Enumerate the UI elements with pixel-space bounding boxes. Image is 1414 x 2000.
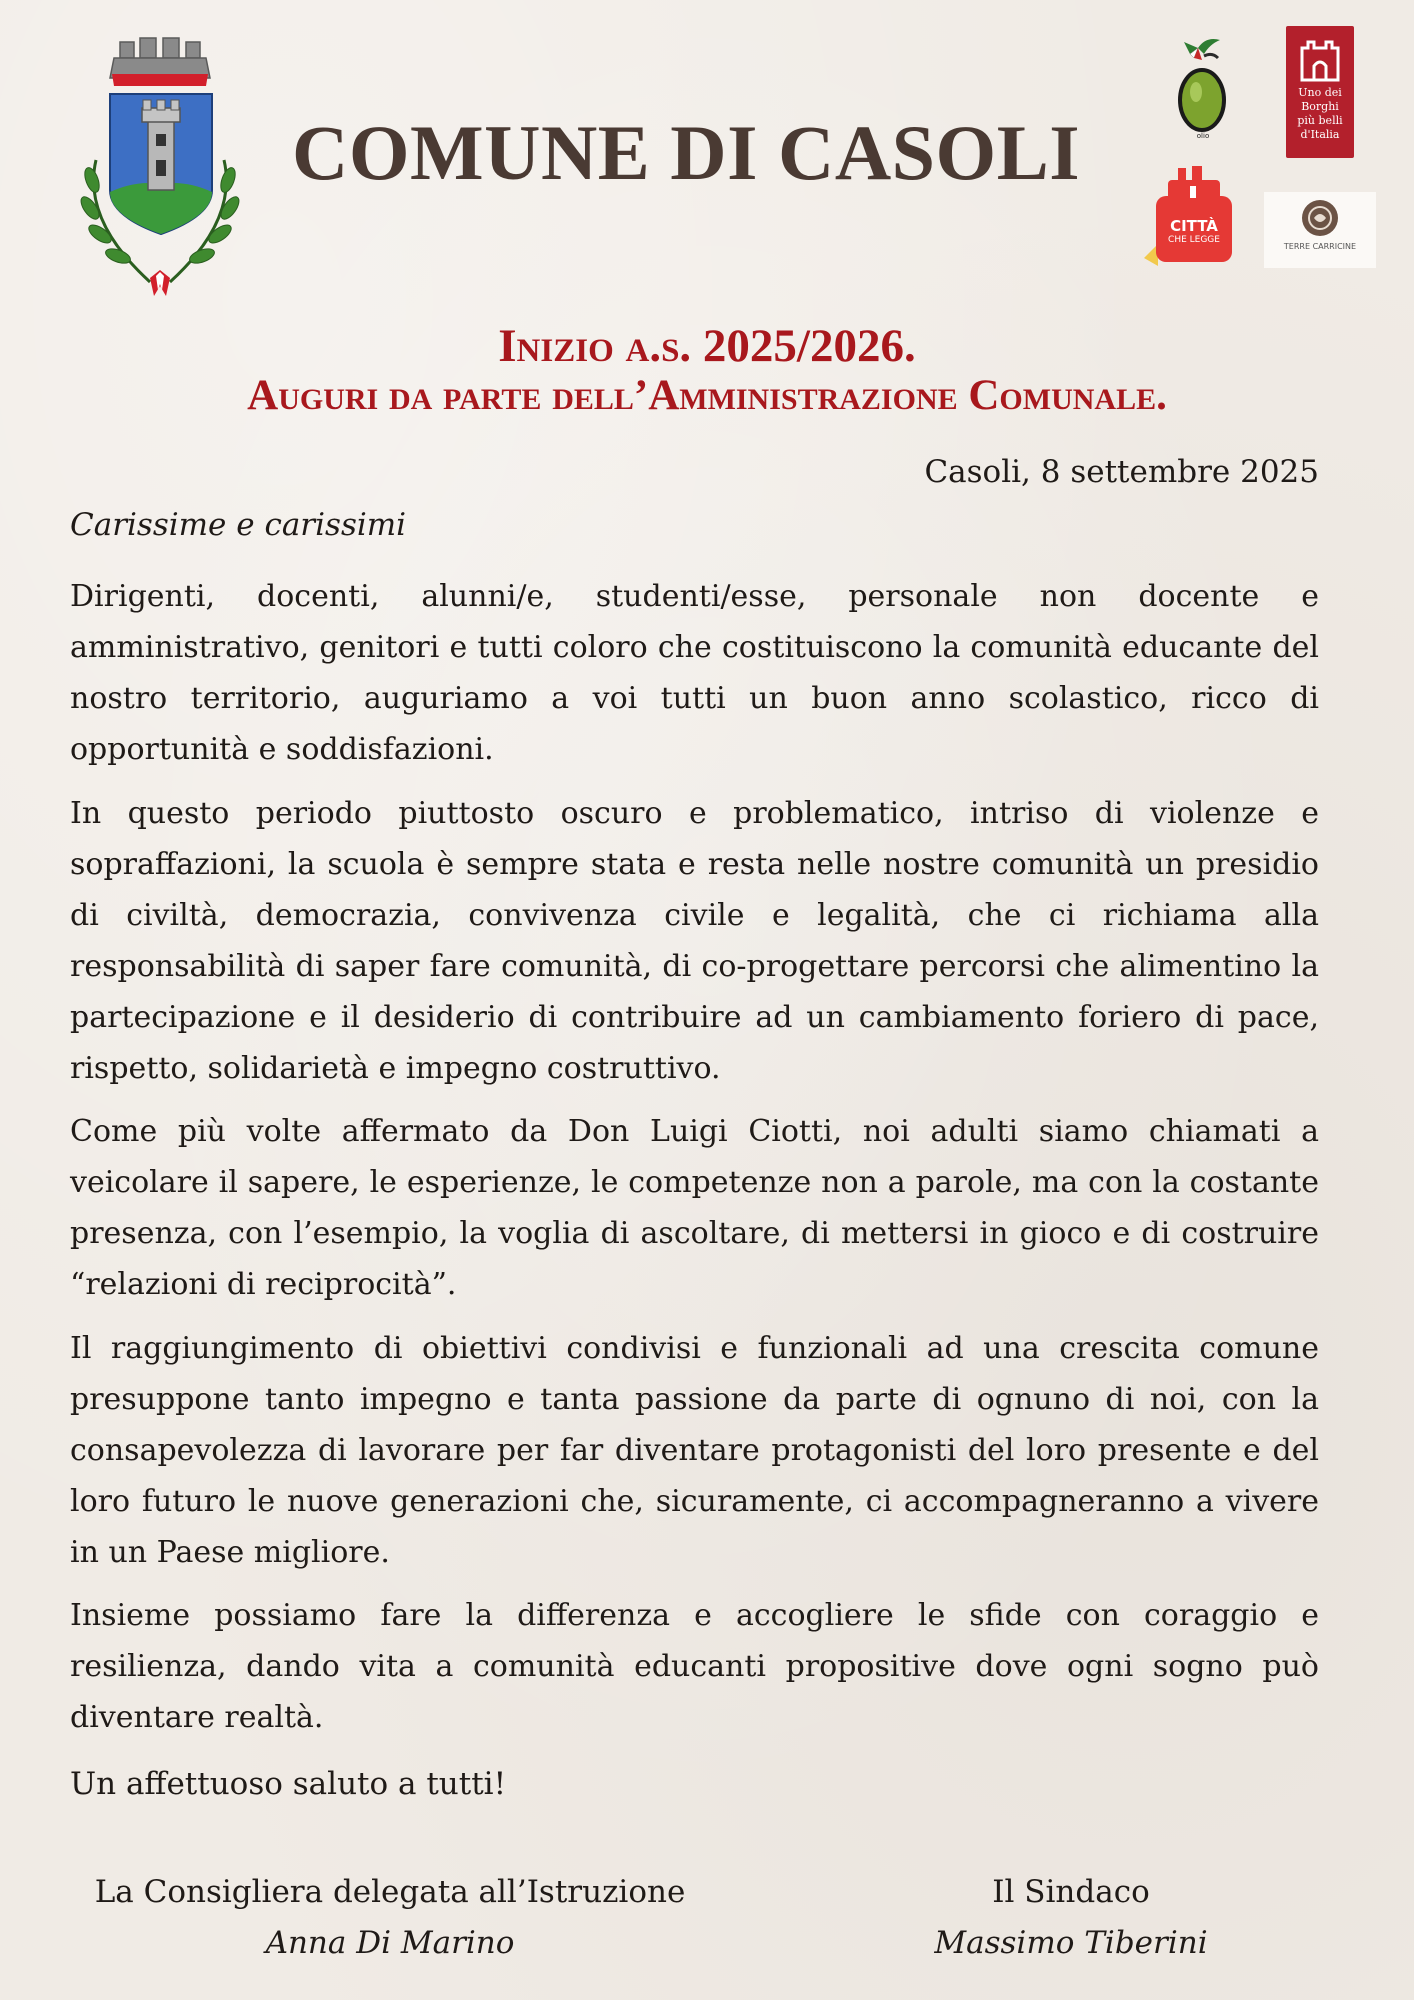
citta-logo-line-1: CITTÀ [1170, 217, 1218, 235]
councillor-name: Anna Di Marino [265, 1925, 515, 1961]
closing-line: Un affettuoso saluto a tutti! [70, 1766, 507, 1802]
terre-logo-text: TERRE CARRICINE [1283, 242, 1357, 251]
paragraph-1: Dirigenti, docenti, alunni/e, studenti/esse, personale non docente e amministrativo, genitori e tutti coloro che costituiscono la comunità educante del nostro territorio, auguriamo a voi tutti un buon anno scolastico, ricco di opportunità e soddisfazioni. [70, 579, 1319, 767]
title-line-2: Auguri da parte dell’Amministrazione Comunale. [247, 372, 1167, 419]
citta-che-legge-logo-icon [1144, 166, 1244, 266]
borghi-logo-line-3: più belli [1297, 114, 1343, 127]
salutation: Carissime e carissimi [70, 507, 407, 543]
borghi-logo-line-1: Uno dei [1298, 86, 1342, 99]
paragraph-4: Il raggiungimento di obiettivi condivisi e funzionali ad una crescita comune presuppone tanto impegno e tanta passione da parte di ognuno di noi, con la consapevolezza di lavorare per far diventare protagonisti del loro presente e del loro futuro le nuove generazioni che, sicuramente, ci accompagneranno a vivere in un Paese migliore. [70, 1331, 1319, 1570]
borghi-logo-line-2: Borghi [1301, 100, 1339, 113]
borghi-logo-icon [1286, 26, 1354, 86]
citta-logo-line-2: CHE LEGGE [1168, 235, 1220, 245]
svg-text:olio: olio [1196, 132, 1210, 140]
borghi-logo-line-4: d'Italia [1300, 128, 1340, 141]
town-crest-icon [66, 20, 254, 296]
olive-logo-icon [1168, 34, 1238, 142]
terre-carricine-logo-icon [1264, 192, 1376, 238]
mayor-role: Il Sindaco [992, 1874, 1150, 1910]
terre-carricine-logo [1264, 192, 1376, 268]
councillor-role: La Consigliera delegata all’Istruzione [94, 1874, 686, 1910]
dateline: Casoli, 8 settembre 2025 [924, 454, 1319, 490]
paragraph-5: Insieme possiamo fare la differenza e accogliere le sfide con coraggio e resilienza, dando vita a comunità educanti propositive dove ogni sogno può diventare realtà. [70, 1598, 1319, 1735]
title-line-1: Inizio a.s. 2025/2026. [498, 320, 916, 372]
paragraph-2: In questo periodo piuttosto oscuro e problematico, intriso di violenze e sopraffazioni, la scuola è sempre stata e resta nelle nostre comunità un presidio di civiltà, democrazia, convivenza civile e legalità, che ci richiama alla responsabilità di saper fare comunità, di co-progettare percorsi che alimentino la partecipazione e il desiderio di contribuire ad un cambiamento foriero di pace, rispetto, solidarietà e impegno costruttivo. [70, 796, 1319, 1086]
mayor-name: Massimo Tiberini [934, 1925, 1208, 1961]
town-name-heading: COMUNE DI CASOLI [292, 109, 1081, 196]
borghi-logo [1286, 26, 1354, 158]
citta-che-legge-logo [1144, 166, 1244, 266]
paragraph-3: Come più volte affermato da Don Luigi Ciotti, noi adulti siamo chiamati a veicolare il sapere, le esperienze, le competenze non a parole, ma con la costante presenza, con l’esempio, la voglia di ascoltare, di mettersi in gioco e di costruire “relazioni di reciprocità”. [70, 1114, 1319, 1302]
